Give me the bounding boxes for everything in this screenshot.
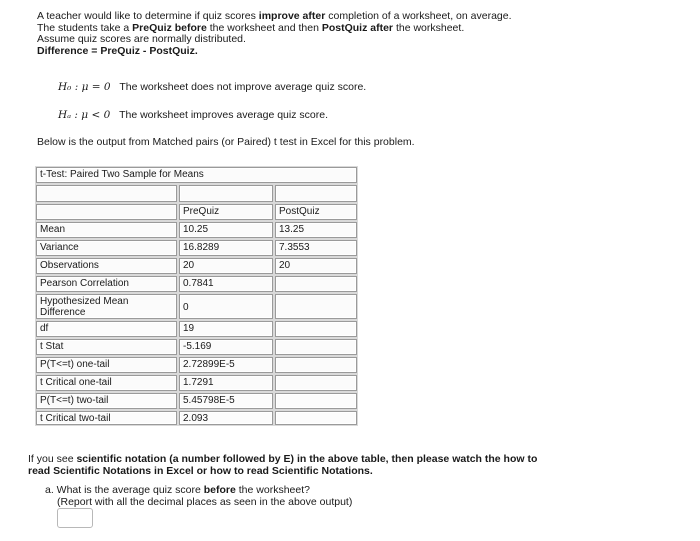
row-label: Hypothesized Mean Difference: [36, 294, 177, 319]
row-label: t Stat: [36, 339, 177, 355]
postquiz-value: 7.3553: [275, 240, 357, 256]
h0-text: The worksheet does not improve average quiz score.: [119, 81, 367, 93]
question-a-instruction: (Report with all the decimal places as seen in the above output): [57, 495, 353, 508]
row-label: P(T<=t) one-tail: [36, 357, 177, 373]
scientific-notation-note: If you see scientific notation (a number followed by E) in the above table, then please watch the how to read Scientific Notations in Excel or how to read Scientific Notations.: [28, 453, 538, 477]
row-label: Mean: [36, 222, 177, 238]
answer-input[interactable]: [57, 508, 93, 528]
prequiz-value: 19: [179, 321, 273, 337]
intro-line-2: The students take a PreQuiz before the worksheet and then PostQuiz after the worksheet.: [37, 21, 465, 34]
prequiz-value: 10.25: [179, 222, 273, 238]
table-cell: [36, 204, 177, 220]
h0-symbol: H₀ : μ = 0: [58, 81, 111, 93]
postquiz-value: [275, 294, 357, 319]
row-label: Variance: [36, 240, 177, 256]
problem-intro: [37, 11, 677, 57]
postquiz-value: [275, 321, 357, 337]
postquiz-value: [275, 357, 357, 373]
column-header-prequiz: PreQuiz: [179, 204, 273, 220]
intro-line-4: Difference = PreQuiz - PostQuiz.: [37, 44, 198, 57]
row-label: t Critical two-tail: [36, 411, 177, 425]
prequiz-value: 0: [179, 294, 273, 319]
prequiz-value: -5.169: [179, 339, 273, 355]
postquiz-value: [275, 393, 357, 409]
alternative-hypothesis: [58, 109, 328, 121]
prequiz-value: 2.72899E-5: [179, 357, 273, 373]
postquiz-value: [275, 411, 357, 425]
row-label: df: [36, 321, 177, 337]
postquiz-value: 20: [275, 258, 357, 274]
prequiz-value: 20: [179, 258, 273, 274]
column-header-postquiz: PostQuiz: [275, 204, 357, 220]
postquiz-value: [275, 339, 357, 355]
row-label: P(T<=t) two-tail: [36, 393, 177, 409]
row-label: Pearson Correlation: [36, 276, 177, 292]
postquiz-value: [275, 276, 357, 292]
ha-symbol: Hₐ : μ < 0: [58, 109, 111, 121]
postquiz-value: [275, 375, 357, 391]
intro-line-3: Assume quiz scores are normally distributed.: [37, 33, 246, 45]
intro-line-1: A teacher would like to determine if quiz scores improve after completion of a worksheet, on average.: [37, 10, 512, 22]
postquiz-value: 13.25: [275, 222, 357, 238]
prequiz-value: 0.7841: [179, 276, 273, 292]
prequiz-value: 5.45798E-5: [179, 393, 273, 409]
question-a-label: a. What is the average quiz score before the worksheet?: [45, 484, 310, 496]
table-cell: [275, 185, 357, 202]
row-label: t Critical one-tail: [36, 375, 177, 391]
prequiz-value: 1.7291: [179, 375, 273, 391]
null-hypothesis: [58, 81, 366, 93]
table-cell: [179, 185, 273, 202]
table-cell: [36, 185, 177, 202]
table-title: t-Test: Paired Two Sample for Means: [36, 167, 357, 183]
prequiz-value: 2.093: [179, 411, 273, 425]
excel-output-table: [36, 167, 359, 424]
output-intro: Below is the output from Matched pairs (or Paired) t test in Excel for this problem.: [37, 136, 415, 148]
question-a: [45, 485, 352, 508]
prequiz-value: 16.8289: [179, 240, 273, 256]
ha-text: The worksheet improves average quiz score.: [119, 109, 328, 121]
row-label: Observations: [36, 258, 177, 274]
